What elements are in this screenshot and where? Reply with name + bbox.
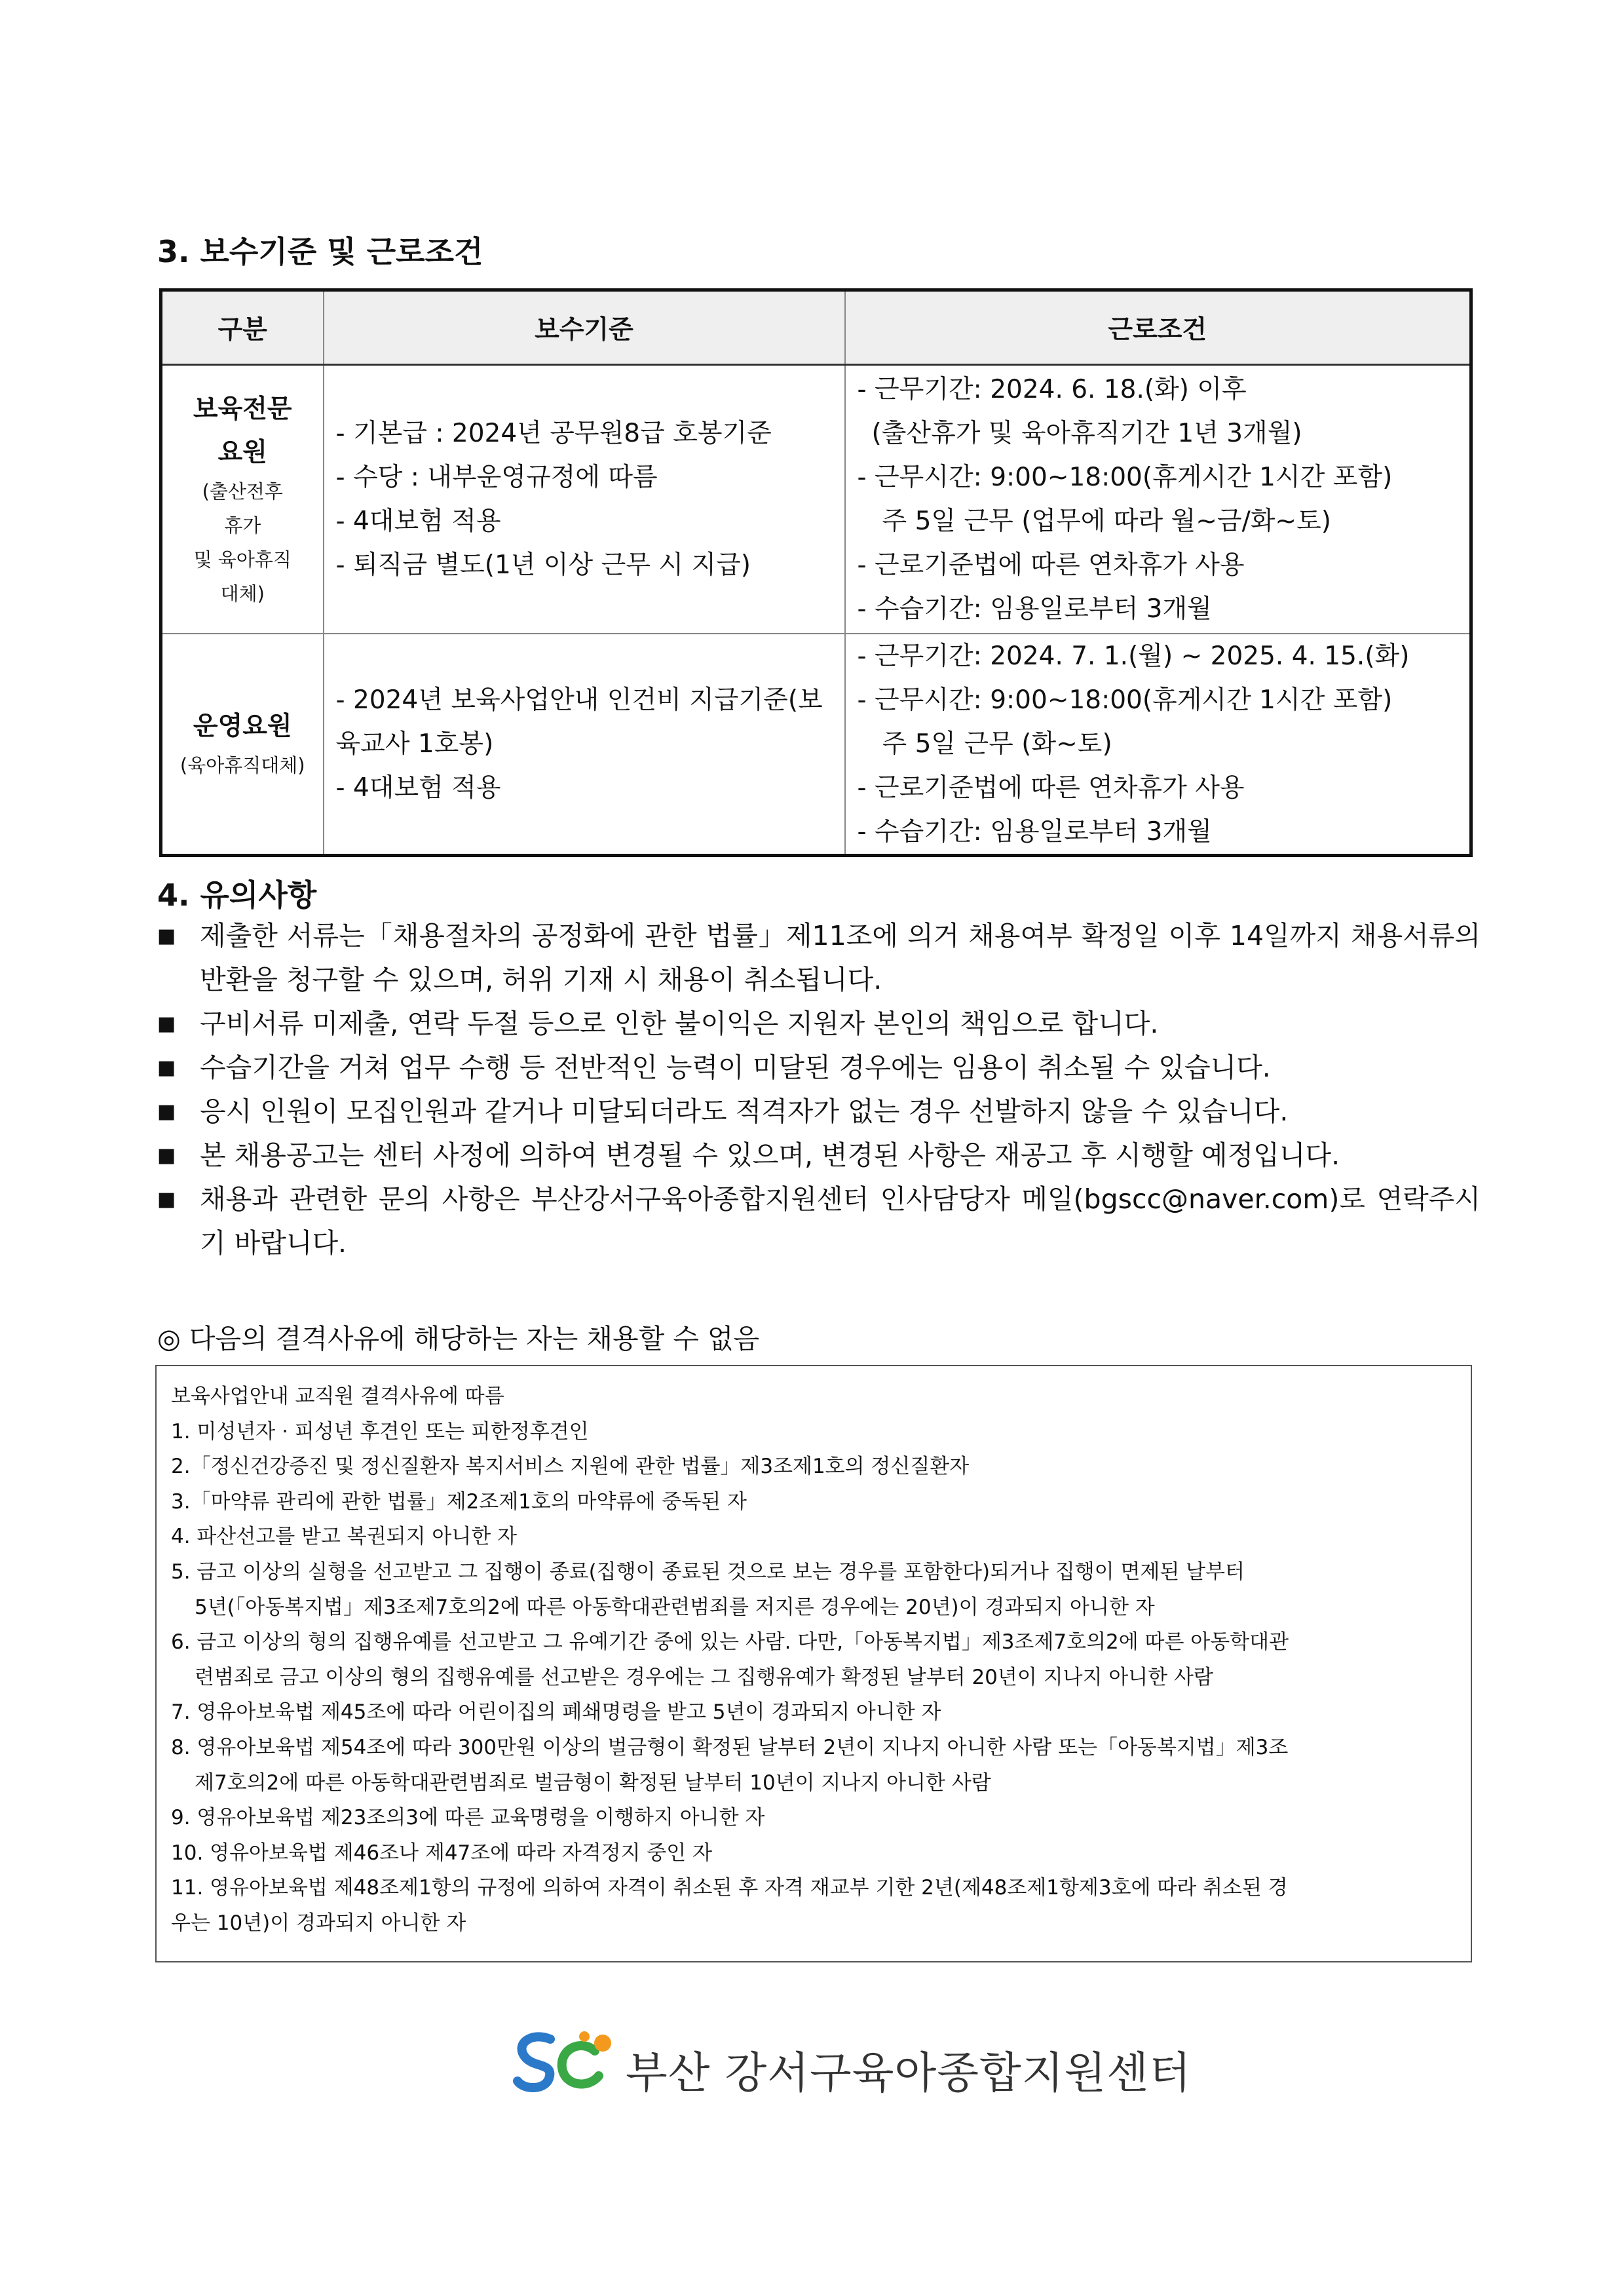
category-note: 및 육아휴직	[193, 548, 292, 571]
disqualification-line: 7. 영유아보육법 제45조에 따라 어린이집의 폐쇄명령을 받고 5년이 경과되지 아니한 자	[171, 1700, 941, 1725]
note-text: 채용과 관련한 문의 사항은 부산강서구육아종합지원센터 인사담당자 메일(bgscc@naver.com)로 연락주시기 바랍니다.	[200, 1183, 1481, 1259]
disqualification-line: 련범죄로 금고 이상의 형의 집행유예를 선고받은 경우에는 그 집행유예가 확정된 날부터 20년이 지나지 아니한 사람	[195, 1665, 1213, 1689]
condition-line: - 근무기간: 2024. 7. 1.(월) ~ 2025. 4. 15.(화)	[857, 641, 1410, 671]
square-bullet-icon: ■	[157, 925, 176, 947]
condition-line: - 근로기준법에 따른 연차휴가 사용	[857, 773, 1245, 803]
table-row	[161, 634, 1471, 856]
disqualification-line: 2.「정신건강증진 및 정신질환자 복지서비스 지원에 관한 법률」제3조제1호의 정신질환자	[171, 1455, 970, 1479]
disqualification-line: 8. 영유아보육법 제54조에 따라 300만원 이상의 벌금형이 확정된 날부터 2년이 지나지 아니한 사람 또는「아동복지법」제3조	[171, 1735, 1289, 1759]
condition-line: - 근무시간: 9:00~18:00(휴게시간 1시간 포함)	[857, 685, 1393, 715]
list-item	[157, 1090, 1481, 1134]
note-text: 수습기간을 거쳐 업무 수행 등 전반적인 능력이 미달된 경우에는 임용이 취소될 수 있습니다.	[200, 1052, 1271, 1083]
square-bullet-icon: ■	[157, 1100, 176, 1123]
list-item	[157, 1002, 1481, 1046]
category-label: 요원	[217, 437, 267, 467]
square-bullet-icon: ■	[157, 1144, 176, 1167]
note-text: 응시 인원이 모집인원과 같거나 미달되더라도 적격자가 없는 경우 선발하지 않을 수 있습니다.	[200, 1096, 1289, 1127]
pay-cell	[324, 634, 845, 856]
section-3-title: 3. 보수기준 및 근로조건	[157, 234, 483, 269]
disqualification-line: 5년(「아동복지법」제3조제7호의2에 따른 아동학대관련범죄를 저지른 경우에는 20년)이 경과되지 아니한 자	[195, 1595, 1155, 1619]
condition-line: - 근무시간: 9:00~18:00(휴게시간 1시간 포함)	[857, 462, 1393, 492]
disqualification-box	[155, 1365, 1472, 1962]
category-note: 휴가	[224, 514, 261, 537]
condition-line: - 수습기간: 임용일로부터 3개월	[857, 816, 1212, 847]
condition-line: - 근로기준법에 따른 연차휴가 사용	[857, 550, 1245, 580]
pay-line: - 4대보험 적용	[335, 506, 501, 536]
pay-line: - 퇴직금 별도(1년 이상 근무 시 지급)	[335, 550, 751, 580]
list-item	[157, 914, 1481, 1002]
note-text: 구비서류 미제출, 연락 두절 등으로 인한 불이익은 지원자 본인의 책임으로 합니다.	[200, 1008, 1159, 1039]
note-text: 제출한 서류는「채용절차의 공정화에 관한 법률」제11조에 의거 채용여부 확정일 이후 14일까지 채용서류의 반환을 청구할 수 있으며, 허위 기재 시 채용이 취소됩니다.	[200, 920, 1481, 995]
square-bullet-icon: ■	[157, 1012, 176, 1035]
list-item	[157, 1134, 1481, 1177]
table-row	[161, 365, 1471, 634]
condition-line: - 수습기간: 임용일로부터 3개월	[857, 594, 1212, 624]
pay-line: - 수당 : 내부운영규정에 따름	[335, 462, 658, 492]
disqualification-title: ◎ 다음의 결격사유에 해당하는 자는 채용할 수 없음	[157, 1323, 760, 1354]
header-pay: 보수기준	[324, 290, 845, 365]
category-label: 운영요원	[193, 712, 292, 741]
section-4-title: 4. 유의사항	[157, 877, 317, 913]
disqualification-line: 우는 10년)이 경과되지 아니한 자	[171, 1911, 466, 1935]
disqualification-line: 3.「마약류 관리에 관한 법률」제2조제1호의 마약류에 중독된 자	[171, 1489, 747, 1514]
condition-line: - 근무기간: 2024. 6. 18.(화) 이후	[857, 374, 1247, 404]
header-category: 구분	[161, 290, 324, 365]
disqualification-line: 보육사업안내 교직원 결격사유에 따름	[171, 1385, 504, 1408]
list-item	[157, 1046, 1481, 1090]
category-note: (육아휴직대체)	[179, 754, 305, 776]
condition-line: (출산휴가 및 육아휴직기간 1년 3개월)	[871, 418, 1302, 448]
disqualification-line: 1. 미성년자 · 피성년 후견인 또는 피한정후견인	[171, 1419, 589, 1444]
disqualification-line: 9. 영유아보육법 제23조의3에 따른 교육명령을 이행하지 아니한 자	[171, 1806, 765, 1830]
category-label: 보육전문	[193, 394, 292, 424]
disqualification-line: 제7호의2에 따른 아동학대관련범죄로 벌금형이 확정된 날부터 10년이 지나지 아니한 사람	[195, 1770, 991, 1795]
center-logo-icon	[511, 2025, 622, 2097]
disqualification-line: 6. 금고 이상의 형의 집행유예를 선고받고 그 유예기간 중에 있는 사람. 다만,「아동복지법」제3조제7호의2에 따른 아동학대관	[171, 1630, 1289, 1655]
square-bullet-icon: ■	[157, 1188, 176, 1211]
pay-line: - 기본급 : 2024년 공무원8급 호봉기준	[335, 418, 772, 448]
pay-cell	[324, 365, 845, 634]
condition-line: 주 5일 근무 (업무에 따라 월~금/화~토)	[882, 506, 1331, 536]
pay-line: - 2024년 보육사업안내 인건비 지급기준(보육교사 1호봉)	[335, 685, 823, 759]
category-cell	[161, 365, 324, 634]
conditions-cell	[845, 365, 1471, 634]
category-note: (출산전후	[202, 480, 283, 503]
notes-list	[157, 914, 1481, 1265]
square-bullet-icon: ■	[157, 1056, 176, 1079]
disqualification-line: 10. 영유아보육법 제46조나 제47조에 따라 자격정지 중인 자	[171, 1841, 713, 1865]
pay-conditions-table	[159, 288, 1473, 857]
note-text: 본 채용공고는 센터 사정에 의하여 변경될 수 있으며, 변경된 사항은 재공고 후 시행할 예정입니다.	[200, 1139, 1340, 1171]
disqualification-line: 11. 영유아보육법 제48조제1항의 규정에 의하여 자격이 취소된 후 자격 재교부 기한 2년(제48조제1항제3호에 따라 취소된 경	[171, 1876, 1288, 1900]
conditions-cell	[845, 634, 1471, 856]
list-item	[157, 1177, 1481, 1265]
category-note: 대체)	[220, 582, 265, 605]
condition-line: 주 5일 근무 (화~토)	[882, 729, 1112, 759]
organization-name: 부산 강서구육아종합지원센터	[626, 2048, 1192, 2098]
header-conditions: 근로조건	[845, 290, 1471, 365]
disqualification-line: 4. 파산선고를 받고 복권되지 아니한 자	[171, 1525, 518, 1549]
pay-line: - 4대보험 적용	[335, 773, 501, 803]
disqualification-line: 5. 금고 이상의 실형을 선고받고 그 집행이 종료(집행이 종료된 것으로 보는 경우를 포함한다)되거나 집행이 면제된 날부터	[171, 1559, 1245, 1584]
category-cell	[161, 634, 324, 856]
